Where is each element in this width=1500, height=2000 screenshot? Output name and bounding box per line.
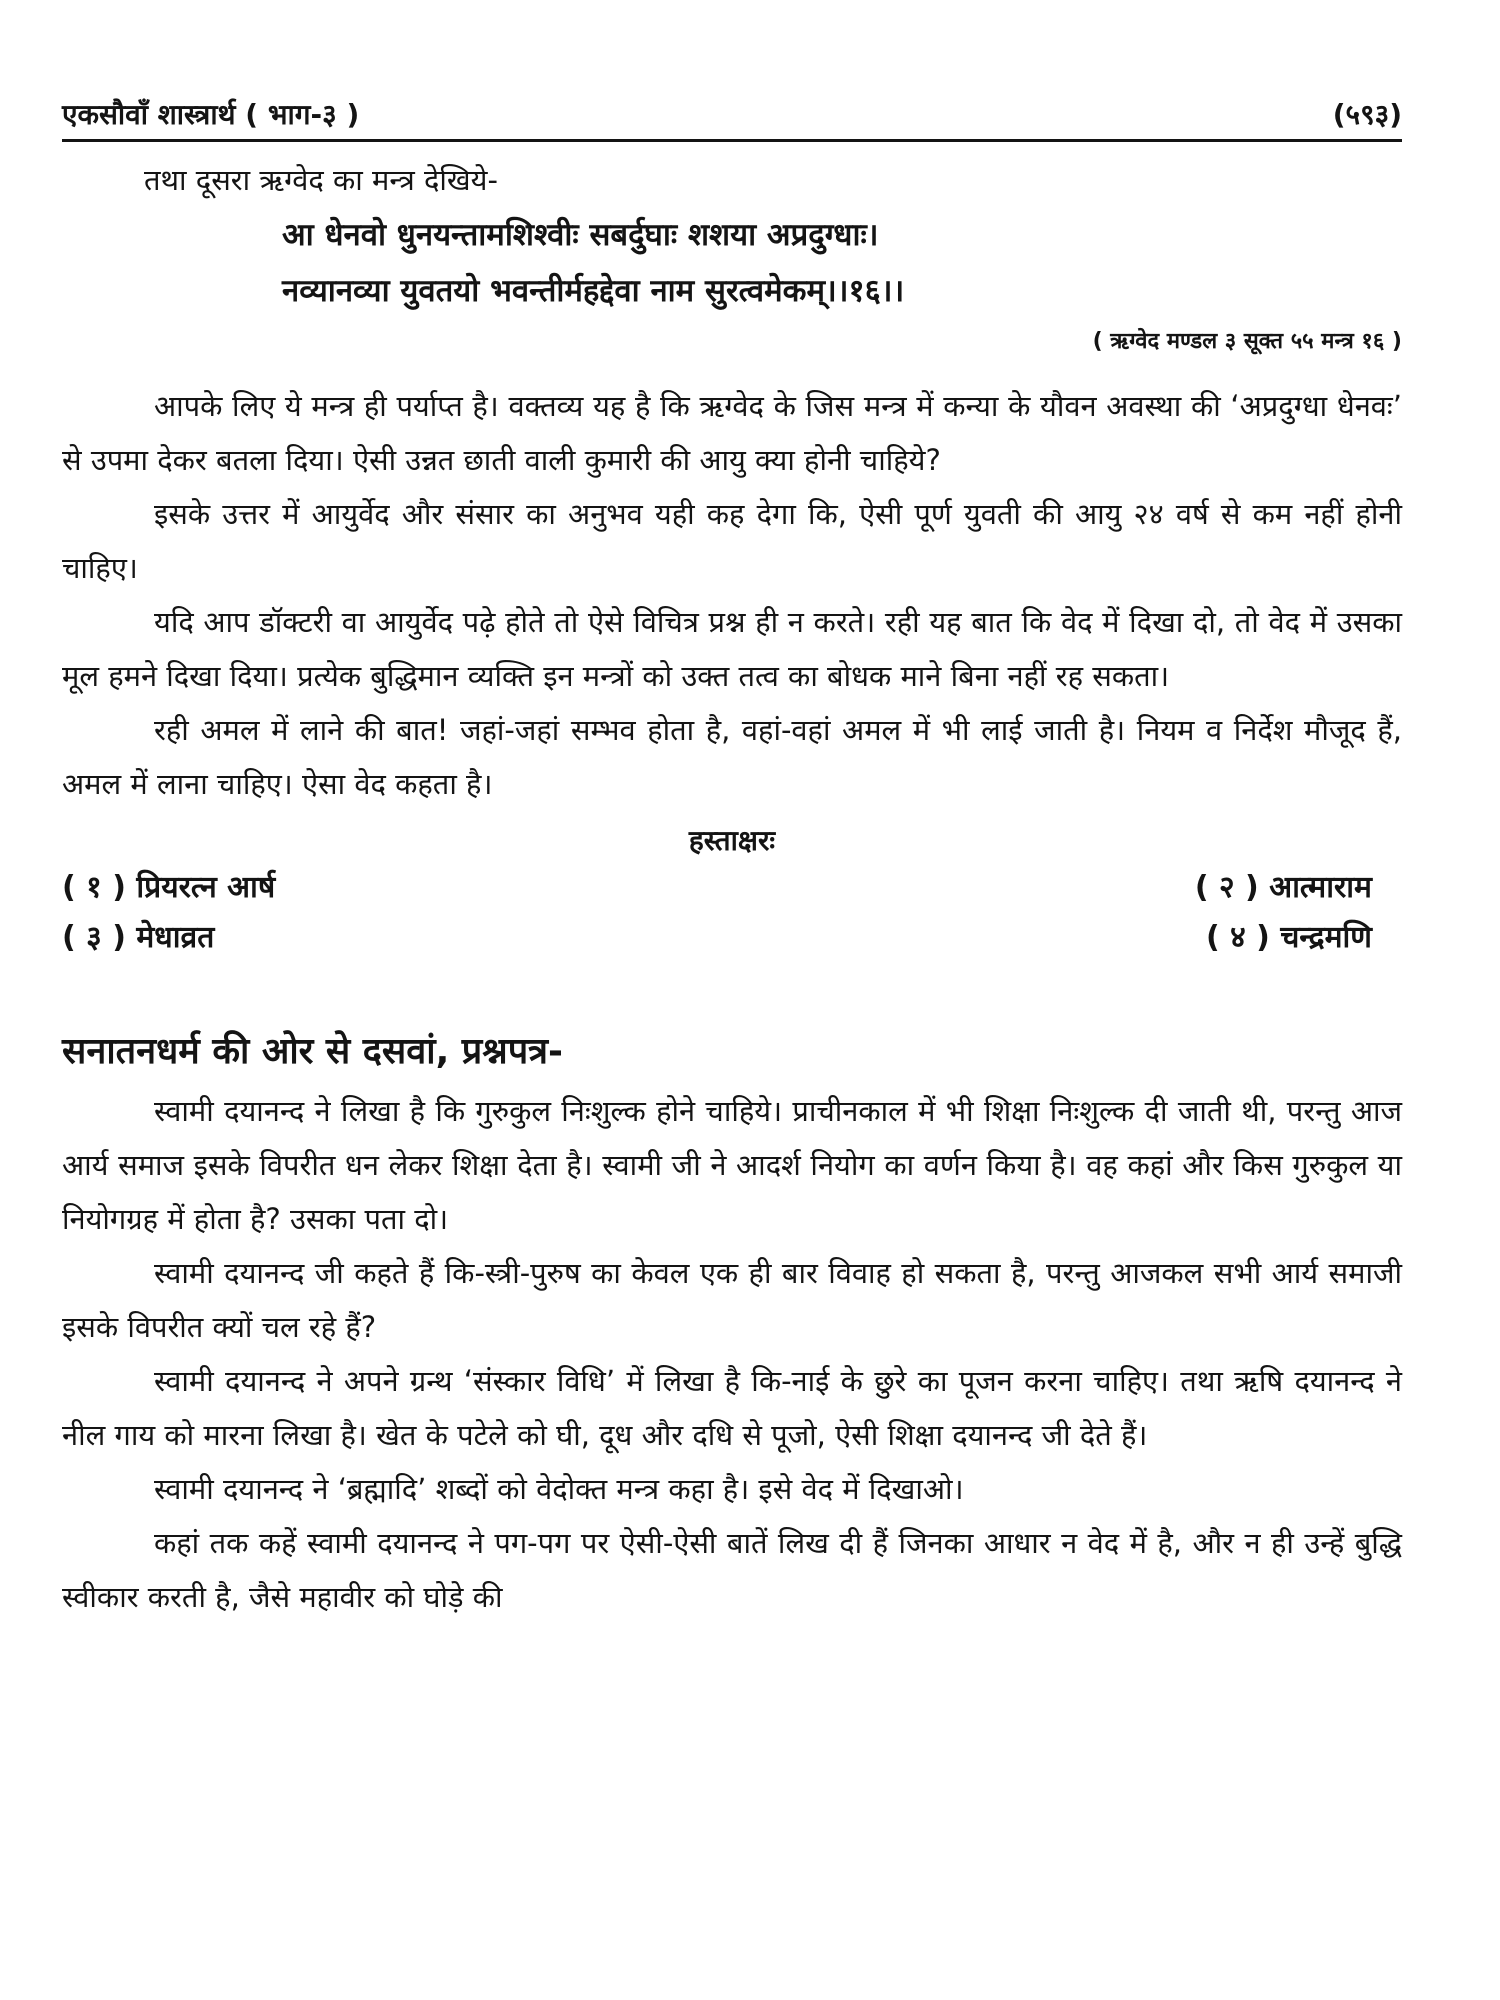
mantra-line-2: नव्यानव्या युवतयो भवन्तीर्महद्देवा नाम सुरत्वमेकम्।।१६।। xyxy=(282,273,905,309)
signatures-list xyxy=(62,863,1402,963)
running-header xyxy=(62,95,1402,142)
paragraph: स्वामी दयानन्द ने अपने ग्रन्थ ‘संस्कार विधि’ में लिखा है कि-नाई के छुरे का पूजन करना चाहिए। तथा ऋषि दयानन्द ने नील गाय को मारना लिखा है। खेत के पटेले को घी, दूध और दधि से पूजो, ऐसी शिक्षा दयानन्द जी देते हैं। xyxy=(62,1364,1402,1452)
paragraph: कहां तक कहें स्वामी दयानन्द ने पग-पग पर ऐसी-ऐसी बातें लिख दी हैं जिनका आधार न वेद में है, और न ही उन्हें बुद्धि स्वीकार करती है, जैसे महावीर को घोड़े की xyxy=(62,1526,1402,1614)
paragraph: इसके उत्तर में आयुर्वेद और संसार का अनुभव यही कह देगा कि, ऐसी पूर्ण युवती की आयु २४ वर्ष से कम नहीं होनी चाहिए। xyxy=(62,497,1402,585)
mantra-line-1: आ धेनवो धुनयन्तामशिश्वीः सबर्दुघाः शशया अप्रदुग्धाः। xyxy=(282,217,879,253)
paragraph: स्वामी दयानन्द जी कहते हैं कि-स्त्री-पुरुष का केवल एक ही बार विवाह हो सकता है, परन्तु आजकल सभी आर्य समाजी इसके विपरीत क्यों चल रहे हैं? xyxy=(62,1256,1402,1344)
signatory-3: ( ३ ) मेधाव्रत xyxy=(62,920,215,955)
paragraph: स्वामी दयानन्द ने लिखा है कि गुरुकुल निःशुल्क होने चाहिये। प्राचीनकाल में भी शिक्षा निःशुल्क दी जाती थी, परन्तु आज आर्य समाज इसके विपरीत धन लेकर शिक्षा देता है। स्वामी जी ने आदर्श नियोग का वर्णन किया है। वह कहां और किस गुरुकुल या नियोगग्रह में होता है? उसका पता दो। xyxy=(62,1094,1402,1236)
paragraph: आपके लिए ये मन्त्र ही पर्याप्त है। वक्तव्य यह है कि ऋग्वेद के जिस मन्त्र में कन्या के यौवन अवस्था की ‘अप्रदुग्धा धेनवः’ से उपमा देकर बतला दिया। ऐसी उन्नत छाती वाली कुमारी की आयु क्या होनी चाहिये? xyxy=(62,389,1402,477)
question-body xyxy=(62,1084,1402,1624)
paragraph: रही अमल में लाने की बात! जहां-जहां सम्भव होता है, वहां-वहां अमल में भी लाई जाती है। नियम व निर्देश मौजूद हैं, अमल में लाना चाहिए। ऐसा वेद कहता है। xyxy=(62,713,1402,801)
signatory-2: ( २ ) आत्माराम xyxy=(1194,870,1372,905)
mantra-reference: ( ऋग्वेद मण्डल ३ सूक्त ५५ मन्त्र १६ ) xyxy=(1092,329,1402,354)
signatory-4: ( ४ ) चन्द्रमणि xyxy=(1205,920,1372,955)
page-number: (५९३) xyxy=(1332,98,1402,131)
reply-body xyxy=(62,379,1402,811)
book-page xyxy=(62,95,1402,1624)
book-title: एकसौवाँ शास्त्रार्थ ( भाग-३ ) xyxy=(62,98,360,131)
signatures-heading: हस्ताक्षरः xyxy=(688,824,776,857)
section-title: सनातनधर्म की ओर से दसवां, प्रश्नपत्र- xyxy=(62,1031,563,1072)
paragraph: स्वामी दयानन्द ने ‘ब्रह्मादि’ शब्दों को वेदोक्त मन्त्र कहा है। इसे वेद में दिखाओ। xyxy=(154,1472,964,1506)
signatory-1: ( १ ) प्रियरत्न आर्ष xyxy=(62,870,276,905)
paragraph: यदि आप डॉक्टरी वा आयुर्वेद पढ़े होते तो ऐसे विचित्र प्रश्न ही न करते। रही यह बात कि वेद में दिखा दो, तो वेद में उसका मूल हमने दिखा दिया। प्रत्येक बुद्धिमान व्यक्ति इन मन्त्रों को उक्त तत्व का बोधक माने बिना नहीं रह सकता। xyxy=(62,605,1402,693)
mantra-verse xyxy=(62,207,1402,319)
mantra-intro: तथा दूसरा ऋग्वेद का मन्त्र देखिये- xyxy=(144,163,498,197)
